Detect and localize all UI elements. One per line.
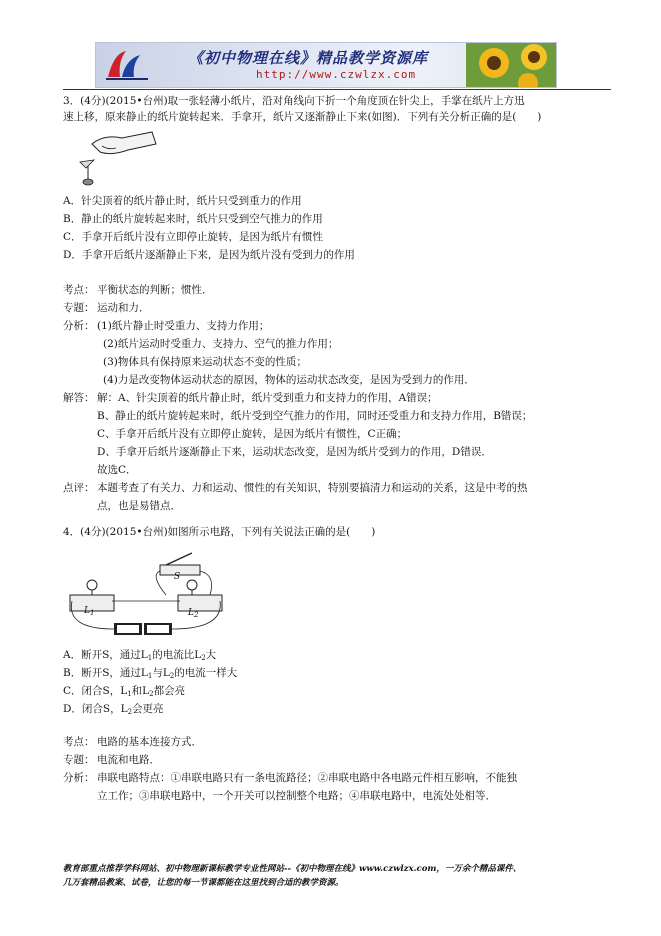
circuit-lamp2-label: $L_2$: [188, 608, 199, 619]
q3-option-a: A．针尖顶着的纸片静止时，纸片只受到重力的作用: [63, 195, 302, 207]
q4-fenxi-2: 立工作；③串联电路中，一个开关可以控制整个电路；④串联电路中，电流处处相等．: [97, 790, 496, 802]
q4-option-d: D．闭合S，$L_2$会更亮: [63, 703, 164, 716]
q4-fenxi-1: 串联电路特点：①串联电路只有一条电流路径；②串联电路中各电路元件相互影响，不能独: [97, 772, 517, 784]
q3-fenxi-2: (2)纸片运动时受重力、支持力、空气的推力作用；: [103, 338, 339, 350]
q3-fenxi-4: (4)力是改变物体运动状态的原因，物体的运动状态改变，是因为受到力的作用．: [103, 374, 475, 386]
q3-fenxi-label: 分析：: [63, 320, 95, 332]
q3-dianping-2: 点，也是易错点．: [97, 500, 181, 512]
q3-option-c: C．手拿开后纸片没有立即停止旋转，是因为纸片有惯性: [63, 231, 324, 243]
q3-fenxi-1: (1)纸片静止时受重力、支持力作用；: [97, 320, 270, 332]
q3-kaodian-label: 考点：: [63, 284, 95, 296]
q3-zhuanti-label: 专题：: [63, 302, 95, 314]
q4-stem: 4．(4分)(2015•台州)如图所示电路，下列有关说法正确的是( ): [63, 526, 376, 538]
q3-jieda-2: B、静止的纸片旋转起来时，纸片受到空气推力的作用，同时还受重力和支持力作用，B错误；: [97, 410, 533, 422]
q3-option-d: D．手拿开后纸片逐渐静止下来，是因为纸片没有受到力的作用: [63, 249, 355, 261]
q3-jieda-4: D、手拿开后纸片逐渐静止下来，运动状态改变，是因为纸片受到力的作用，D错误．: [97, 446, 492, 458]
q4-zhuanti: 电流和电路．: [97, 754, 160, 766]
banner-url: http://www.czwlzx.com: [256, 68, 417, 81]
banner-title: 《初中物理在线》精品教学资源库: [188, 49, 429, 67]
header-banner: [95, 42, 557, 88]
q3-jieda-1: 解：A、针尖顶着的纸片静止时，纸片受到重力和支持力的作用，A错误；: [97, 392, 438, 404]
q4-zhuanti-label: 专题：: [63, 754, 95, 766]
circuit-lamp1-label: $L_1$: [84, 606, 95, 617]
q3-dianping-label: 点评：: [63, 482, 95, 494]
site-logo-icon: [104, 47, 150, 83]
q3-dianping-1: 本题考查了有关力、力和运动、惯性的有关知识，特别要搞清力和运动的关系，这是中考的热: [97, 482, 528, 494]
q4-fenxi-label: 分析：: [63, 772, 95, 784]
q3-fenxi-3: (3)物体具有保持原来运动状态不变的性质；: [103, 356, 307, 368]
q4-kaodian: 电路的基本连接方式．: [97, 736, 202, 748]
q4-option-b: B．断开S，通过$L_1$与$L_2$的电流一样大: [63, 667, 238, 680]
q3-kaodian: 平衡状态的判断；惯性．: [97, 284, 213, 296]
header-rule: [63, 89, 611, 90]
hand-paper-needle-figure: [72, 128, 158, 192]
q3-jieda-label: 解答：: [63, 392, 95, 404]
q4-option-c: C．闭合S，$L_1$和$L_2$都会亮: [63, 685, 186, 698]
footer-line1: 教育部重点推荐学科网站、初中物理新课标教学专业性网站--《初中物理在线》www.czwlzx.com，一万余个精品课件、: [63, 864, 522, 874]
q3-jieda-5: 故选C．: [97, 464, 137, 476]
q3-option-b: B．静止的纸片旋转起来时，纸片只受到空气推力的作用: [63, 213, 323, 225]
page-footer: [63, 862, 623, 890]
circuit-switch-label: S: [174, 572, 181, 582]
sunflower-icon: [466, 43, 556, 87]
q3-zhuanti: 运动和力．: [97, 302, 150, 314]
circuit-figure: [66, 545, 226, 645]
footer-line2: 几万套精品教案、试卷，让您的每一节课都能在这里找到合适的教学资源。: [63, 878, 344, 888]
q4-option-a: A．断开S，通过$L_1$的电流比$L_2$大: [63, 649, 217, 662]
q3-jieda-3: C、手拿开后纸片没有立即停止旋转，是因为纸片有惯性，C正确；: [97, 428, 408, 440]
q3-stem-line2: 速上移，原来静止的纸片旋转起来．手拿开，纸片又逐渐静止下来(如图)．下列有关分析正确的是( ): [63, 111, 542, 123]
q3-stem-line1: 3．(4分)(2015•台州)取一张轻薄小纸片，沿对角线向下折一个角度顶在针尖上，手掌在纸片上方迅: [63, 95, 525, 107]
q4-kaodian-label: 考点：: [63, 736, 95, 748]
